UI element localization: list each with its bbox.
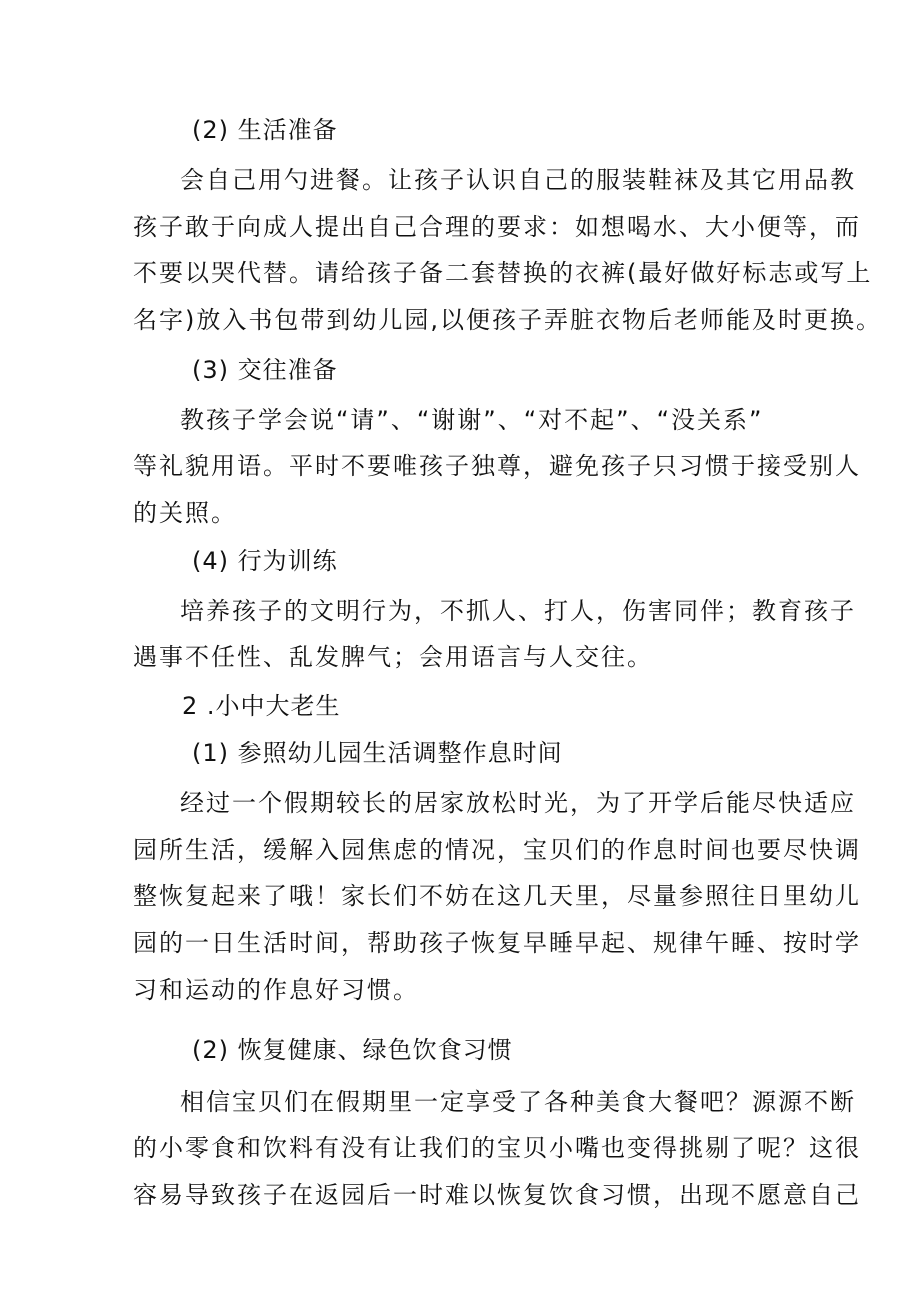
paragraph-line: 不要以哭代替。请给孩子备二套替换的衣裤(最好做好标志或写上: [133, 259, 873, 287]
paragraph-line: 等礼貌用语。平时不要唯孩子独尊，避免孩子只习惯于接受别人: [133, 452, 861, 480]
paragraph-line: 习和运动的作息好习惯。: [133, 976, 419, 1004]
paragraph-line: 孩子敢于向成人提出自己合理的要求：如想喝水、大小便等，而: [133, 213, 861, 241]
paragraph-line: 的关照。: [133, 499, 237, 527]
paragraph-line: 的小零食和饮料有没有让我们的宝贝小嘴也变得挑剔了呢？这很: [133, 1134, 861, 1162]
paragraph-line: 园所生活，缓解入园焦虑的情况，宝贝们的作息时间也要尽快调: [133, 836, 861, 864]
paragraph-line: 整恢复起来了哦！家长们不妨在这几天里，尽量参照往日里幼儿: [133, 882, 861, 910]
paragraph-line: 容易导致孩子在返园后一时难以恢复饮食习惯，出现不愿意自己: [133, 1181, 861, 1209]
paragraph-line: 相信宝贝们在假期里一定享受了各种美食大餐吧？源源不断: [180, 1088, 856, 1116]
paragraph-line: 名字)放入书包带到幼儿园,以便孩子弄脏衣物后老师能及时更换。: [133, 306, 882, 334]
paragraph-line: 遇事不任性、乱发脾气；会用语言与人交往。: [133, 643, 653, 671]
paragraph-line: 园的一日生活时间，帮助孩子恢复早睡早起、规律午睡、按时学: [133, 929, 861, 957]
section-heading: (2) 恢复健康、绿色饮食习惯: [192, 1036, 513, 1064]
paragraph-line: 经过一个假期较长的居家放松时光，为了开学后能尽快适应: [180, 789, 856, 817]
section-heading: (1) 参照幼儿园生活调整作息时间: [192, 739, 563, 767]
section-heading: (2) 生活准备: [192, 116, 338, 144]
section-heading: (4) 行为训练: [192, 547, 338, 575]
paragraph-line: 会自己用勺进餐。让孩子认识自己的服装鞋袜及其它用品教: [180, 166, 856, 194]
paragraph-line: 教孩子学会说“请”、“谢谢”、“对不起”、“没关系”: [180, 406, 764, 434]
section-heading: (3) 交往准备: [192, 356, 338, 384]
paragraph-line: 培养孩子的文明行为，不抓人、打人，伤害同伴；教育孩子: [180, 597, 856, 625]
section-heading: 2 .小中大老生: [182, 692, 341, 720]
